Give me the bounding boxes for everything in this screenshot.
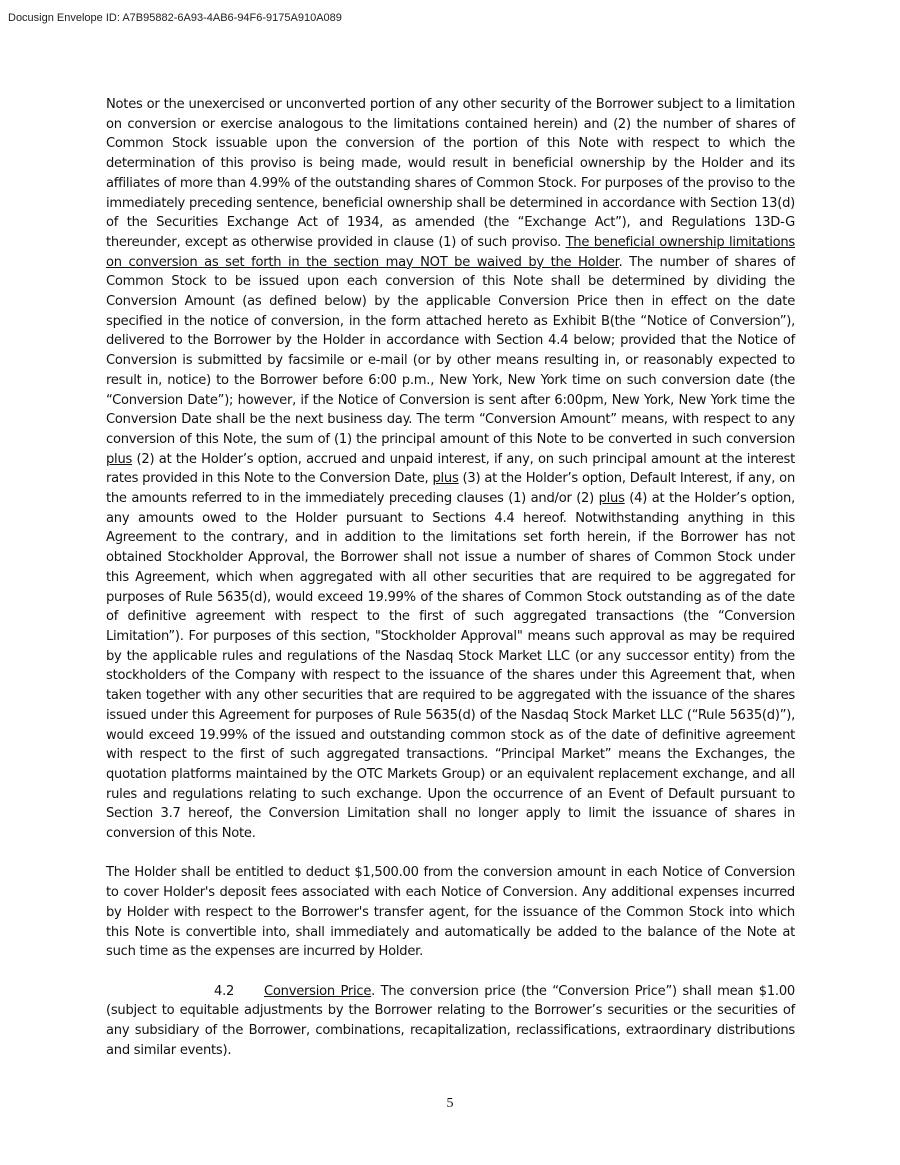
default-interest-text: (3) at the Holder’s option, Default Interest, if any, on the amounts referred to in the immediately preceding clauses (1) and/or (2) [106,471,795,507]
section-body: . The conversion price (the “Conversion Price”) shall mean $1.00 (subject to equitable adjustments by the Borrower relating to the Borrower’s securities or the securities of any subsidiary of the Borrower, combinations, recapitalization, reclassifications, extraordinary distributions and similar events). [106,983,795,1058]
envelope-id-header: Docusign Envelope ID: A7B95882-6A93-4AB6-94F6-9175A910A089 [8,12,342,24]
section-4-2-paragraph [106,982,795,1061]
conversion-limitation-text: (4) at the Holder’s option, any amounts owed to the Holder pursuant to Sections 4.4 hereof. Notwithstanding anything in this Agreement to the contrary, and in addition to the limitations set forth herein, if the Borrower has not obtained Stockholder Approval, the Borrower shall not issue a number of shares of Common Stock under this Agreement, which when aggregated with all other securities that are required to be aggregated for purposes of Rule 5635(d), would exceed 19.99% of the shares of Common Stock outstanding as of the date of definitive agreement with respect to the first of such aggregated transactions (the “Conversion Limitation”). For purposes of this section, "Stockholder Approval" means such approval as may be required by the applicable rules and regulations of the Nasdaq Stock Market LLC (or any successor entity) from the stockholders of the Company with respect to the issuance of the shares under this Agreement that, when taken together with any other securities that are required to be aggregated with the issuance of the shares issued under this Agreement for purposes of Rule 5635(d) of the Nasdaq Stock Market LLC (“Rule 5635(d)”), would exceed 19.99% of the issued and outstanding common stock as of the date of definitive agreement with respect to the first of such aggregated transactions. “Principal Market” means the Exchanges, the quotation platforms maintained by the OTC Markets Group) or an equivalent replacement exchange, and all rules and regulations relating to such exchange. Upon the occurrence of an Event of Default pursuant to Section 3.7 hereof, the Conversion Limitation shall no longer apply to limit the issuance of shares in conversion of this Note. [106,491,795,842]
section-heading: Conversion Price [264,983,372,999]
waiver-limitation-underlined: The beneficial ownership limitations on conversion as set forth in the section may NOT be waived by the Holder [106,234,795,270]
deduction-paragraph: The Holder shall be entitled to deduct $1,500.00 from the conversion amount in each Notice of Conversion to cover Holder's deposit fees associated with each Notice of Conversion. Any additional expenses incurred by Holder with respect to the Borrower's transfer agent, for the issuance of the Common Stock into which this Note is convertible into, shall immediately and automatically be added to the balance of the Note at such time as the expenses are incurred by Holder. [106,865,795,960]
plus-underlined-3: plus [598,491,625,507]
document-body [106,95,795,1060]
page-number: 5 [446,1096,454,1111]
section-number: 4.2 [214,983,235,999]
paragraph-intro-text: Notes or the unexercised or unconverted portion of any other security of the Borrower subject to a limitation on conversion or exercise analogous to the limitations contained herein) and (2) the number of shares of Common Stock issuable upon the conversion of the portion of this Note with respect to which the determination of this proviso is being made, would result in beneficial ownership by the Holder and its affiliates of more than 4.99% of the outstanding shares of Common Stock. For purposes of the proviso to the immediately preceding sentence, beneficial ownership shall be determined in accordance with Section 13(d) of the Securities Exchange Act of 1934, as amended (the “Exchange Act”), and Regulations 13D-G thereunder, except as otherwise provided in clause (1) of such proviso. [106,97,795,250]
interest-text: (2) at the Holder’s option, accrued and unpaid interest, if any, on such principal amount at the interest rates provided in this Note to the Conversion Date, [106,451,795,487]
conversion-paragraph [106,95,795,844]
plus-underlined-2: plus [432,471,459,487]
plus-underlined-1: plus [106,451,133,467]
conversion-amount-text: . The number of shares of Common Stock to be issued upon each conversion of this Note shall be determined by dividing the Conversion Amount (as defined below) by the applicable Conversion Price then in effect on the date specified in the notice of conversion, in the form attached hereto as Exhibit B(the “Notice of Conversion”), delivered to the Borrower by the Holder in accordance with Section 4.4 below; provided that the Notice of Conversion is submitted by facsimile or e-mail (or by other means resulting in, or reasonably expected to result in, notice) to the Borrower before 6:00 p.m., New York, New York time on such conversion date (the “Conversion Date”); however, if the Notice of Conversion is sent after 6:00pm, New York, New York time the Conversion Date shall be the next business day. The term “Conversion Amount” means, with respect to any conversion of this Note, the sum of (1) the principal amount of this Note to be converted in such conversion [106,254,795,447]
